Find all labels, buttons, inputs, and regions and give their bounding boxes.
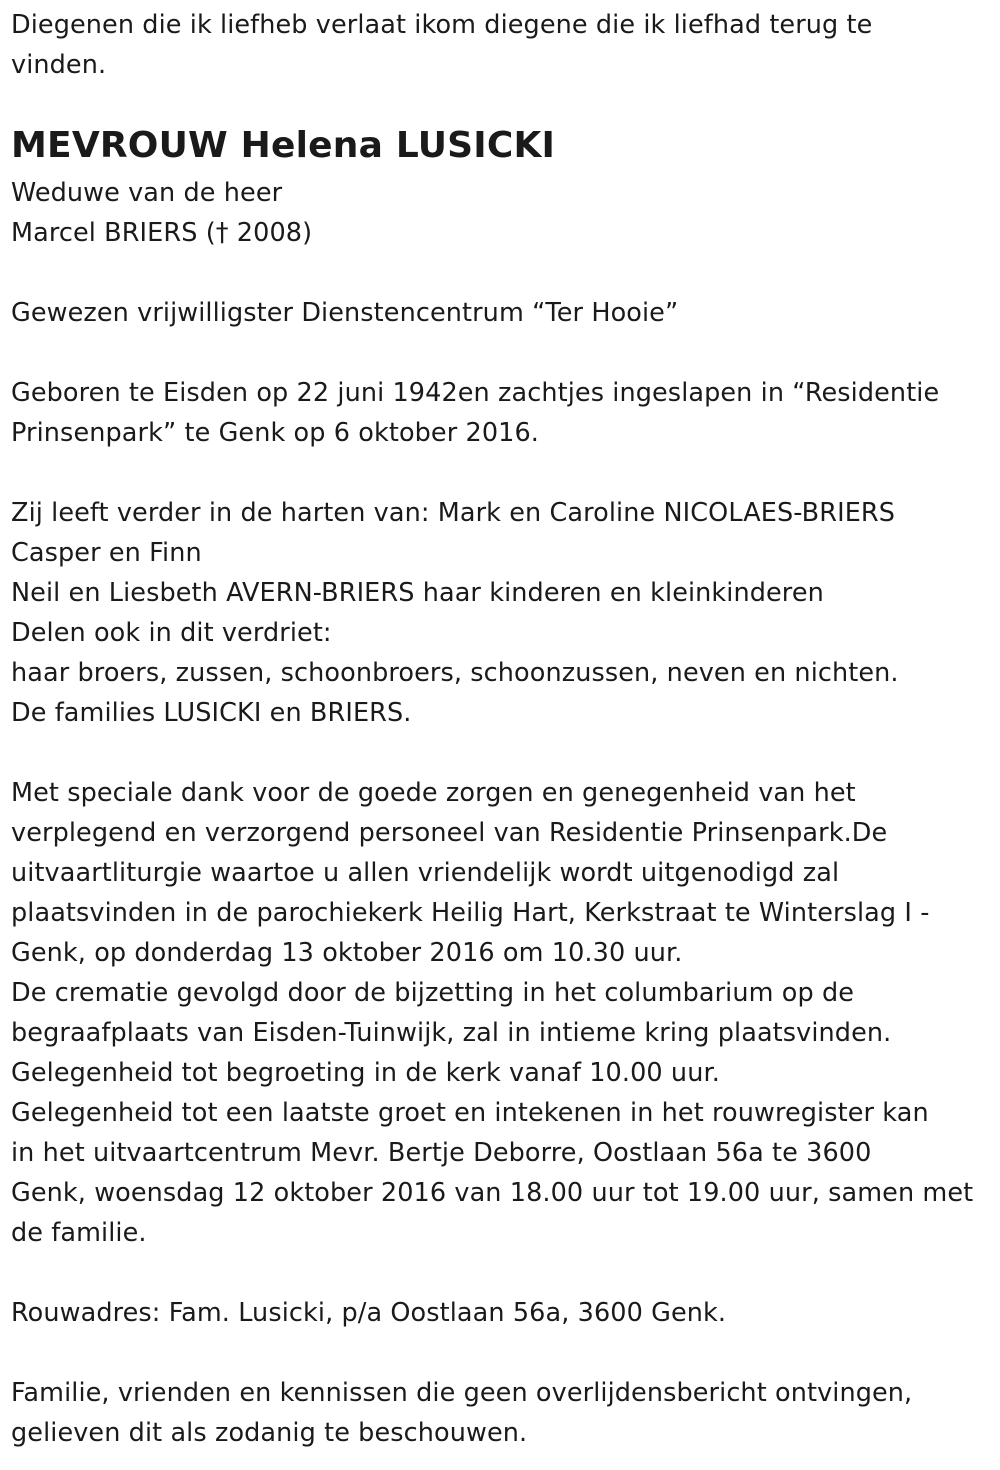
birth-death-line: Geboren te Eisden op 22 juni 1942en zachtjes ingeslapen in “Residentie [11,378,940,408]
family-line: Neil en Liesbeth AVERN-BRIERS haar kinderen en kleinkinderen [11,578,824,608]
family-line: De families LUSICKI en BRIERS. [11,698,412,728]
funeral-line: Genk, op donderdag 13 oktober 2016 om 10.30 uur. [11,938,683,968]
page-title: MEVROUW Helena LUSICKI [11,125,556,166]
closing-line: gelieven dit als zodanig te beschouwen. [11,1418,528,1448]
funeral-paragraph [11,773,988,1253]
deceased-name-heading [11,124,988,168]
funeral-line: verplegend en verzorgend personeel van Residentie Prinsenpark.De [11,818,888,848]
funeral-line: begraafplaats van Eisden-Tuinwijk, zal in intieme kring plaatsvinden. [11,1018,892,1048]
birth-death-line: Prinsenpark” te Genk op 6 oktober 2016. [11,418,540,448]
spouse-line: Weduwe van de heer [11,178,283,208]
family-line: Delen ook in dit verdriet: [11,618,332,648]
motto-line: Diegenen die ik liefheb verlaat ikom diegene die ik liefhad terug te [11,10,873,40]
family-paragraph [11,493,988,733]
family-line: haar broers, zussen, schoonbroers, schoonzussen, neven en nichten. [11,658,899,688]
closing-line: Familie, vrienden en kennissen die geen overlijdensbericht ontvingen, [11,1378,913,1408]
funeral-line: De crematie gevolgd door de bijzetting in het columbarium op de [11,978,855,1008]
funeral-line: uitvaartliturgie waartoe u allen vriendelijk wordt uitgenodigd zal [11,858,840,888]
funeral-line: Genk, woensdag 12 oktober 2016 van 18.00 uur tot 19.00 uur, samen met [11,1178,974,1208]
address-line: Rouwadres: Fam. Lusicki, p/a Oostlaan 56a, 3600 Genk. [11,1298,727,1328]
funeral-line: plaatsvinden in de parochiekerk Heilig Hart, Kerkstraat te Winterslag I - [11,898,930,928]
spouse-line: Marcel BRIERS († 2008) [11,218,313,248]
birth-death-paragraph [11,373,988,453]
funeral-line: Gelegenheid tot begroeting in de kerk vanaf 10.00 uur. [11,1058,720,1088]
motto-line: vinden. [11,50,107,80]
role-line: Gewezen vrijwilligster Dienstencentrum “Ter Hooie” [11,298,679,328]
funeral-line: Met speciale dank voor de goede zorgen en genegenheid van het [11,778,856,808]
motto-paragraph [11,5,988,85]
address-paragraph [11,1293,988,1333]
funeral-line: in het uitvaartcentrum Mevr. Bertje Deborre, Oostlaan 56a te 3600 [11,1138,872,1168]
family-line: Casper en Finn [11,538,202,568]
family-line: Zij leeft verder in de harten van: Mark en Caroline NICOLAES-BRIERS [11,498,896,528]
spouse-paragraph [11,173,988,253]
closing-paragraph [11,1373,988,1453]
role-paragraph [11,293,988,333]
funeral-line: de familie. [11,1218,147,1248]
funeral-line: Gelegenheid tot een laatste groet en intekenen in het rouwregister kan [11,1098,929,1128]
